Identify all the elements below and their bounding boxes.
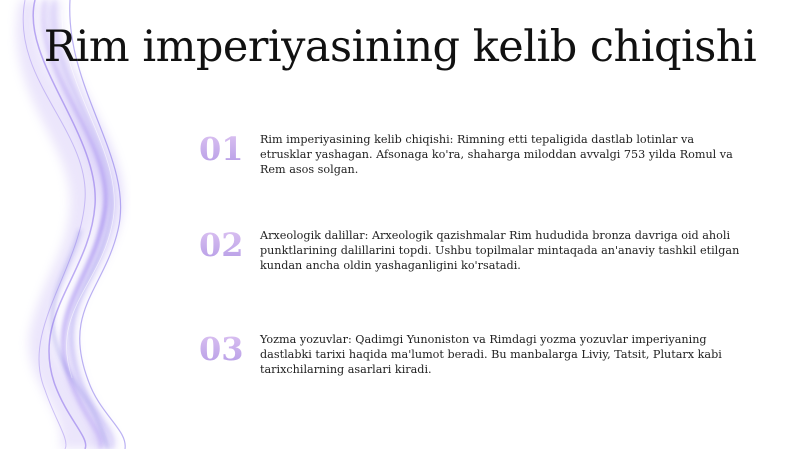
item-text: Rim imperiyasining kelib chiqishi: Rimning etti tepaligida dastlab lotinlar va etrusklar yashagan. Afsonaga ko'ra, shaharga miloddan avvalgi 753 yilda Romul va Rem asos solgan. — [260, 133, 733, 176]
list-item — [195, 330, 755, 390]
list-item — [195, 130, 755, 190]
item-number: 03 — [199, 330, 247, 368]
item-number: 01 — [199, 130, 247, 168]
slide-title: Rim imperiyasining kelib chiqishi — [43, 22, 757, 72]
item-number: 02 — [199, 226, 247, 264]
item-text: Yozma yozuvlar: Qadimgi Yunoniston va Rimdagi yozma yozuvlar imperiyaning dastlabki tarixi haqida ma'lumot beradi. Bu manbalarga Liviy, Tatsit, Plutarx kabi tarixchilarning asarlari kiradi. — [260, 333, 722, 376]
list-item — [195, 226, 755, 286]
item-text: Arxeologik dalillar: Arxeologik qazishmalar Rim hududida bronza davriga oid aholi punktlarining dalillarini topdi. Ushbu topilmalar mintaqada an'anaviy tashkil etilgan kundan ancha oldin yashaganligini ko'rsatadi. — [260, 229, 740, 272]
